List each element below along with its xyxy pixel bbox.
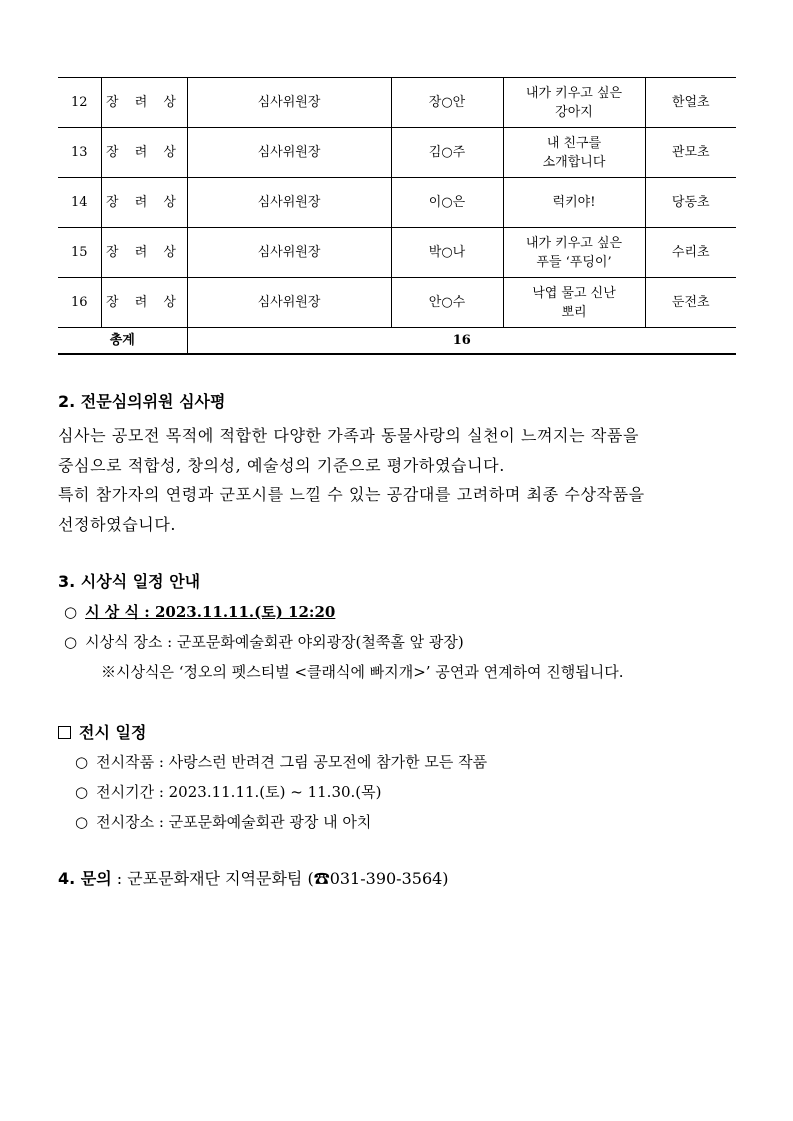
cell-title <box>503 78 645 128</box>
section3-heading: 3. 시상식 일정 안내 <box>58 572 201 591</box>
ceremony-place <box>64 630 754 654</box>
cell-title <box>503 228 645 278</box>
table-row <box>58 228 736 278</box>
section4-heading: 4. 문의 <box>58 869 112 888</box>
table-row <box>58 178 736 228</box>
title-line: 소개합니다 <box>542 154 606 170</box>
cell-award: 장 려 상 <box>101 178 187 228</box>
cell-school: 관모초 <box>645 128 736 178</box>
title-line: 내 친구를 <box>546 135 602 151</box>
exhibition-works: 전시작품 : 사랑스런 반려견 그림 공모전에 참가한 모든 작품 <box>96 753 488 771</box>
ceremony-note: ※시상식은 ‘정오의 펫스티벌 <클래식에 빠지개>’ 공연과 연계하여 진행됩니다. <box>101 663 624 681</box>
cell-school: 둔전초 <box>645 278 736 328</box>
awards-table <box>58 77 736 355</box>
table-row <box>58 278 736 328</box>
cell-no: 12 <box>58 78 101 128</box>
table-row <box>58 78 736 128</box>
title-line: 뽀리 <box>561 304 587 320</box>
title-line: 내가 키우고 싶은 <box>525 235 623 251</box>
cell-giver: 심사위원장 <box>187 128 391 178</box>
review-line-2: 중심으로 적합성, 창의성, 예술성의 기준으로 평가하였습니다. <box>58 455 505 475</box>
cell-no: 14 <box>58 178 101 228</box>
cell-title <box>503 128 645 178</box>
cell-no: 13 <box>58 128 101 178</box>
title-line: 푸들 ‘푸딩이’ <box>536 254 612 270</box>
cell-school: 당동초 <box>645 178 736 228</box>
table-row <box>58 128 736 178</box>
contact-info: 군포문화재단 지역문화팀 (☎031-390-3564) <box>127 869 449 888</box>
cell-no: 16 <box>58 278 101 328</box>
cell-title <box>503 178 645 228</box>
cell-name: 안○수 <box>391 278 503 328</box>
review-line-3: 특히 참가자의 연령과 군포시를 느낄 수 있는 공감대를 고려하며 최종 수상작품을 <box>58 485 645 504</box>
exhibition-item <box>75 780 765 804</box>
cell-title <box>503 278 645 328</box>
exhibition-heading-text: 전시 일정 <box>79 723 147 742</box>
cell-award: 장 려 상 <box>101 278 187 328</box>
cell-name: 이○은 <box>391 178 503 228</box>
cell-name: 김○주 <box>391 128 503 178</box>
circle-bullet-icon: ○ <box>64 633 78 651</box>
table-total-row <box>58 328 736 354</box>
ceremony-time-text: 시 상 식 : 2023.11.11.(토) 12:20 <box>85 603 336 621</box>
cell-award: 장 려 상 <box>101 78 187 128</box>
review-line-4: 선정하였습니다. <box>58 514 177 534</box>
section2-review <box>58 421 748 539</box>
title-line: 강아지 <box>555 104 593 120</box>
title-line: 낙엽 물고 신난 <box>532 285 616 301</box>
cell-school: 수리초 <box>645 228 736 278</box>
title-line: 럭키야! <box>552 195 596 210</box>
exhibition-item <box>75 810 765 834</box>
contact-separator: : <box>111 869 128 888</box>
contact-line <box>58 867 748 891</box>
circle-bullet-icon: ○ <box>64 603 78 621</box>
cell-giver: 심사위원장 <box>187 78 391 128</box>
circle-bullet-icon: ○ <box>75 783 89 801</box>
cell-name: 박○나 <box>391 228 503 278</box>
exhibition-place: 전시장소 : 군포문화예술회관 광장 내 아치 <box>96 813 372 831</box>
review-line-1: 심사는 공모전 목적에 적합한 다양한 가족과 동물사랑의 실천이 느껴지는 작품을 <box>58 426 640 445</box>
circle-bullet-icon: ○ <box>75 753 89 771</box>
cell-giver: 심사위원장 <box>187 228 391 278</box>
cell-name: 장○안 <box>391 78 503 128</box>
ceremony-place-text: 시상식 장소 : 군포문화예술회관 야외광장(철쭉홀 앞 광장) <box>85 633 464 651</box>
cell-award: 장 려 상 <box>101 128 187 178</box>
exhibition-period: 전시기간 : 2023.11.11.(토) ~ 11.30.(목) <box>96 783 382 801</box>
exhibition-item <box>75 750 765 774</box>
ceremony-time <box>64 600 754 624</box>
awards-table-body <box>58 78 736 354</box>
cell-no: 15 <box>58 228 101 278</box>
total-label: 총계 <box>58 328 187 354</box>
total-value: 16 <box>187 328 736 354</box>
section2-heading: 2. 전문심의위원 심사평 <box>58 392 226 411</box>
cell-giver: 심사위원장 <box>187 178 391 228</box>
cell-award: 장 려 상 <box>101 228 187 278</box>
checkbox-square-icon <box>58 726 71 739</box>
title-line: 내가 키우고 싶은 <box>525 85 623 101</box>
exhibition-heading <box>58 723 748 743</box>
cell-school: 한얼초 <box>645 78 736 128</box>
circle-bullet-icon: ○ <box>75 813 89 831</box>
cell-giver: 심사위원장 <box>187 278 391 328</box>
